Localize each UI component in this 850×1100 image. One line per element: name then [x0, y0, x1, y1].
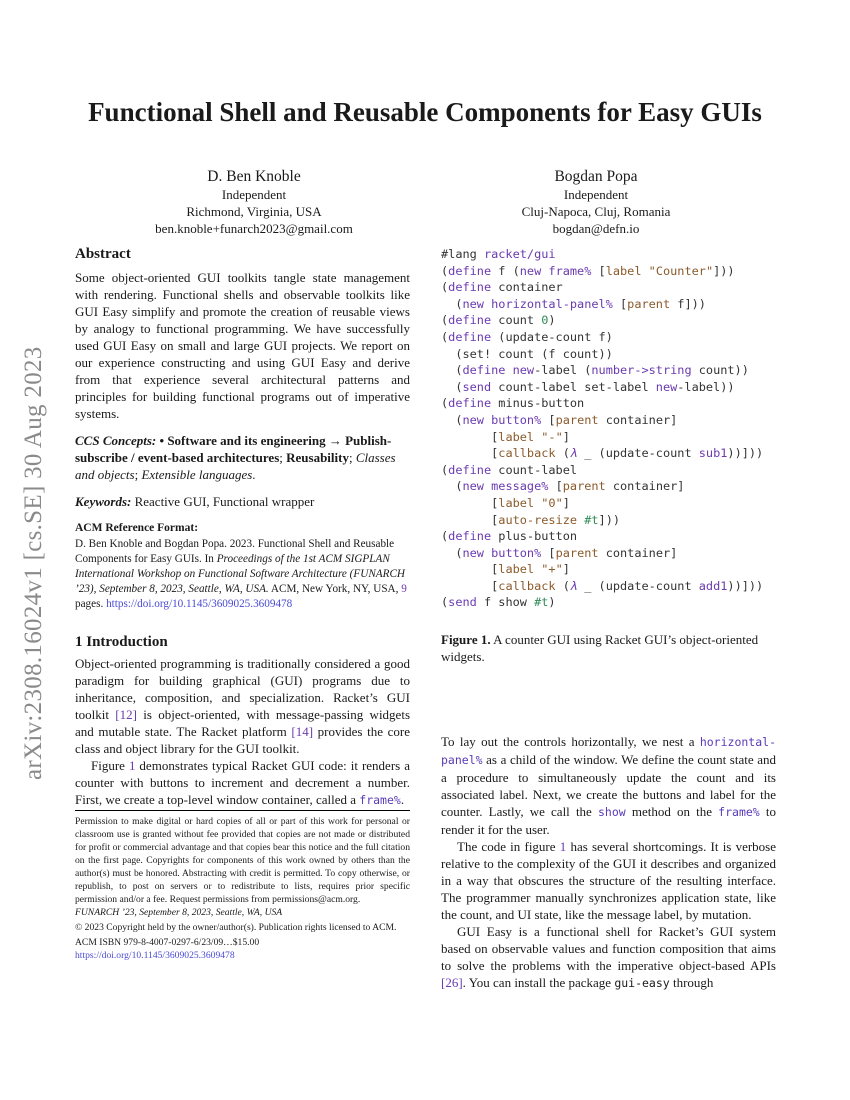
acm-ref-text: [75, 537, 410, 612]
keywords: [75, 493, 410, 510]
keywords-text: Reactive GUI, Functional wrapper: [134, 494, 315, 509]
figure-caption: [441, 631, 776, 665]
code-line: (new message% [parent container]: [441, 479, 685, 494]
acm-ref-authors: D. Ben Knoble and Bogdan Popa. 2023. Functional Shell and Reusable Components for Easy GUIs. In: [75, 538, 395, 565]
ccs-sep: ;: [279, 450, 287, 465]
footnote-permissions: [75, 810, 410, 962]
code-line: (define plus-button: [441, 529, 578, 544]
text: method on the: [625, 804, 719, 819]
code-line: (define minus-button: [441, 396, 585, 411]
ccs-classes: Classes and objects: [75, 450, 396, 482]
inline-code: horizontal-panel%: [441, 735, 776, 767]
citation-link[interactable]: [26]: [441, 975, 463, 990]
author-location: Cluj-Napoca, Cluj, Romania: [521, 204, 671, 219]
code-line: (new button% [parent container]: [441, 412, 678, 427]
right-paragraph-3: [441, 923, 776, 992]
keywords-label: Keywords:: [75, 494, 132, 509]
ccs-sep: .: [252, 467, 256, 482]
author-affiliation: Independent: [563, 187, 629, 202]
citation-link[interactable]: [12]: [115, 707, 137, 722]
code-line: (define count-label: [441, 462, 578, 477]
code-line: (define f (new frame% [label "Counter"])): [441, 263, 735, 278]
figure-caption-label: Figure 1.: [441, 632, 491, 648]
inline-code: frame%: [359, 793, 401, 807]
ccs-concepts: [75, 432, 410, 483]
acm-ref-doi-link[interactable]: https://doi.org/10.1145/3609025.3609478: [106, 598, 293, 610]
right-body-text: [441, 733, 776, 992]
code-line: [callback (λ _ (update-count sub1))])): [441, 446, 764, 461]
text: GUI Easy is a functional shell for Racket’s GUI system based on observable values and function composition that aims to solve the problems with the imperative object-based APIs: [441, 924, 776, 973]
author-location: Richmond, Virginia, USA: [186, 204, 322, 219]
ccs-ext: Extensible languages: [141, 467, 253, 482]
isbn-text: ACM ISBN 979-8-4007-0297-6/23/09…$15.00: [75, 937, 260, 948]
code-line: [label "0"]: [441, 495, 570, 510]
arxiv-stamp: arXiv:2308.16024v1 [cs.SE] 30 Aug 2023: [20, 346, 47, 780]
author-block-2: [446, 168, 746, 237]
text: has several shortcomings. It is verbose relative to the complexity of the GUI it describes and organized in a way that obscures the structure of the resulting interface. The programmer manually synchronizes application state, like the count, and UI state, like the message label, by mutation.: [441, 839, 776, 922]
code-line: (define (update-count f): [441, 329, 613, 344]
ccs-reuse: Reusability: [286, 450, 349, 465]
figure-ref-link[interactable]: 1: [559, 839, 567, 854]
code-line: #lang racket/gui: [441, 247, 556, 261]
section-heading-introduction: 1 Introduction: [75, 634, 168, 650]
figure-caption-text: A counter GUI using Racket GUI’s object-oriented widgets.: [441, 632, 759, 665]
permission-text: Permission to make digital or hard copies of all or part of this work for personal or classroom use is granted without fee provided that copies are not made or distributed for profit or commercial advantage and that copies bear this notice and the full citation on the first page. Copyrights for components of this work owned by others than the author(s) must be honored. Abstracting with credit is permitted. To copy otherwise, or republish, to post on servers or to redistribute to lists, requires prior specific permission and/or a fee. Request permissions from permissions@acm.org.: [75, 816, 410, 905]
code-line: (send f show #t): [441, 595, 556, 610]
text: .: [400, 792, 405, 807]
ccs-sep: ;: [134, 467, 142, 482]
code-line: [label "+"]: [441, 562, 570, 577]
code-line: (set! count (f count)): [441, 346, 613, 361]
text: to render it for the user.: [441, 804, 776, 837]
acm-ref-heading: ACM Reference Format:: [75, 522, 199, 534]
author-block-1: [104, 168, 404, 237]
inline-code: gui-easy: [614, 976, 670, 990]
code-line: (define new-label (number->string count)): [441, 363, 749, 378]
acm-ref-publisher: ACM, New York, NY, USA,: [268, 583, 402, 595]
ccs-label: CCS Concepts:: [75, 433, 157, 448]
paper-title: Functional Shell and Reusable Components for Easy GUIs: [88, 97, 762, 127]
code-listing: [441, 246, 776, 611]
code-line: (new button% [parent container]: [441, 545, 678, 560]
acm-ref-proceedings: Proceedings of the 1st ACM SIGPLAN International Workshop on Functional Software Architecture (FUNARCH ’23), September 8, 2023, Seattle, WA, USA.: [75, 553, 405, 595]
figure-ref-link[interactable]: 1: [128, 758, 136, 773]
text: provides the core class and object library for the GUI toolkit.: [75, 724, 410, 756]
acm-ref-pages: pages.: [75, 598, 107, 610]
right-paragraph-2: [441, 838, 776, 923]
text: Object-oriented programming is traditionally considered a good paradigm for building graphical (GUI) programs due to inheritance, composition, and specialization. Racket’s GUI toolkit: [75, 656, 410, 722]
code-line: [auto-resize #t])): [441, 512, 621, 527]
code-line: (new horizontal-panel% [parent f])): [441, 296, 706, 311]
left-column: [75, 246, 410, 809]
text: as a child of the window. We define the count state and a procedure to simultaneously update the count and its associated label. Next, we create the buttons and label for the counter. Lastly, we call the: [441, 752, 776, 819]
abstract-heading: Abstract: [75, 246, 131, 262]
code-line: (define container: [441, 280, 563, 295]
inline-code: show: [597, 805, 626, 819]
text: . You can install the package: [462, 975, 615, 990]
intro-paragraph-2: [75, 757, 410, 809]
text: To lay out the controls horizontally, we nest a: [441, 734, 700, 749]
copyright-text: © 2023 Copyright held by the owner/author(s). Publication rights licensed to ACM.: [75, 922, 397, 933]
acm-ref-pages-link[interactable]: 9: [401, 583, 407, 595]
author-name: D. Ben Knoble: [207, 168, 301, 185]
code-line: (define count 0): [441, 313, 556, 328]
text: Figure: [91, 758, 129, 773]
citation-link[interactable]: [14]: [291, 724, 314, 739]
author-email: bogdan@defn.io: [552, 221, 640, 236]
author-affiliation: Independent: [221, 187, 287, 202]
author-email: ben.knoble+funarch2023@gmail.com: [155, 221, 353, 236]
text: demonstrates typical Racket GUI code: it renders a counter with buttons to increment and decrement a number. First, we create a top-level window container, called a: [75, 758, 410, 807]
inline-code: frame%: [718, 805, 760, 819]
code-line: [callback (λ _ (update-count add1))])): [441, 578, 764, 593]
ccs-main: • Software and its engineering → Publish-subscribe / event-based architectures: [75, 433, 392, 465]
author-name: Bogdan Popa: [554, 168, 638, 185]
ccs-sep: ;: [348, 450, 356, 465]
code-line: [label "-"]: [441, 429, 570, 444]
venue-text: FUNARCH ’23, September 8, 2023, Seattle, WA, USA: [75, 907, 283, 918]
right-paragraph-1: [441, 733, 776, 838]
text: through: [669, 975, 714, 990]
intro-paragraph-1: [75, 655, 410, 757]
text: The code in figure: [457, 839, 560, 854]
right-column: [441, 246, 776, 665]
footnote-doi-link[interactable]: https://doi.org/10.1145/3609025.3609478: [75, 950, 235, 961]
code-line: (send count-label set-label new-label)): [441, 379, 735, 394]
text: is object-oriented, with message-passing widgets and mutable state. The Racket platform: [75, 707, 411, 739]
abstract-text: Some object-oriented GUI toolkits tangle state management with rendering. Functional shells and observable toolkits like GUI Easy simplify and promote the creation of reusable views by analogy to functional programming. We have successfully used GUI Easy on small and large GUI projects. We report on our experience constructing and using GUI Easy and derive from that experience several architectural patterns and principles for building functional programs out of imperative systems.: [75, 270, 410, 421]
